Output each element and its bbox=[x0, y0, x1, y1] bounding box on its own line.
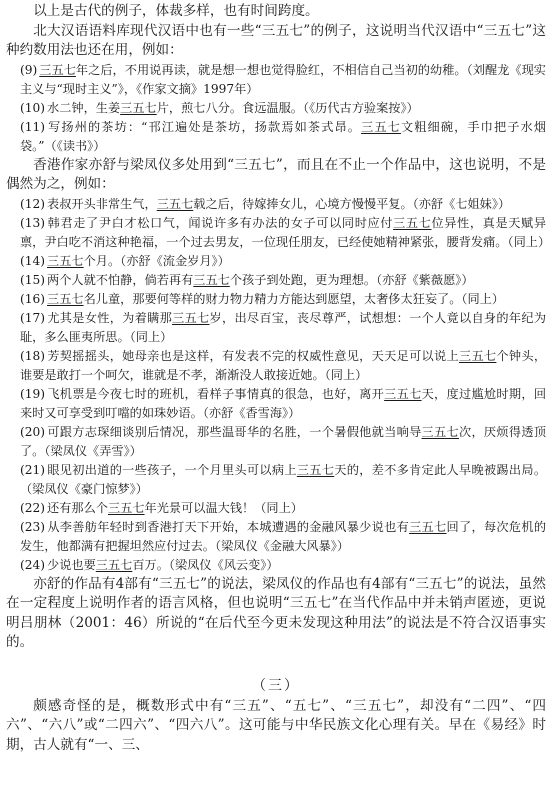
example-text: 尤其是女性，为着瞒那 bbox=[47, 310, 173, 325]
example-number: (19) bbox=[20, 386, 46, 401]
example-text: 天的，差不多肯定此人早晚被踢出局。（梁凤仪《豪门惊梦》） bbox=[20, 462, 547, 496]
example-keyword: 三五七 bbox=[107, 500, 145, 515]
example-keyword: 三五七 bbox=[296, 462, 335, 477]
example-text: 眼见初出道的一些孩子，一个月里头可以病上 bbox=[47, 462, 297, 477]
example-text: 从李善舫年轻时到香港打天下开始，本城遭遇的金融风暴少说也有 bbox=[47, 519, 410, 534]
example-text: 韩君走了尹白才松口气，闻说许多有办法的女子可以同时应付 bbox=[47, 215, 394, 230]
example-item bbox=[6, 309, 546, 347]
example-text: 表叔开头非常生气， bbox=[47, 196, 157, 211]
example-keyword: 三五七 bbox=[172, 310, 210, 325]
document-page bbox=[6, 2, 551, 755]
example-text: 写扬州的茶坊：“邗江遍处是茶坊，扬款焉如茶式昂。 bbox=[47, 119, 362, 134]
example-number: (15) bbox=[20, 272, 46, 287]
example-text: 飞机票是今夜七时的班机，看样子事情真的很急，也好，离开 bbox=[47, 386, 385, 401]
example-text: 年光景可以温大钱！（同上） bbox=[144, 500, 303, 515]
example-text: 少说也要 bbox=[47, 557, 96, 572]
example-number: (21) bbox=[20, 462, 46, 477]
example-number: (22) bbox=[20, 500, 46, 515]
example-item bbox=[6, 556, 546, 575]
example-text: 天，度过尴尬时期，回来时又可享受到叮噹的如珠妙语。（亦舒《香雪海》） bbox=[20, 386, 547, 420]
example-keyword: 三五七 bbox=[193, 272, 230, 287]
example-item bbox=[6, 271, 546, 290]
example-number: (10) bbox=[20, 100, 46, 115]
example-number: (20) bbox=[20, 424, 46, 439]
paragraph-corpus: 北大汉语语料库现代汉语中也有一些“三五七”的例子，这说明当代汉语中“三五七”这种约数用法也还在用，例如： bbox=[6, 22, 546, 58]
example-item bbox=[6, 347, 546, 385]
example-text: 个钟头，谁要是敢打一个呵欠，谁就是不孝，渐渐没人敢接近她。（同上） bbox=[20, 348, 547, 382]
example-keyword: 三五七 bbox=[47, 253, 84, 268]
example-item bbox=[6, 461, 546, 499]
example-item bbox=[6, 385, 546, 423]
example-number: (16) bbox=[20, 291, 46, 306]
example-text: 还有那么个 bbox=[47, 500, 108, 515]
example-text: 芳契摇摇头，她母亲也是这样，有发表不完的权威性意见，天天足可以说上 bbox=[47, 348, 459, 363]
example-text: 岁，出尽百宝，丧尽尊严，试想想：一个人竟以自身的年纪为耻，多么匪夷所思。（同上） bbox=[20, 310, 547, 344]
section-heading: （三） bbox=[252, 677, 300, 694]
example-keyword: 三五七 bbox=[120, 100, 157, 115]
example-keyword: 三五七 bbox=[39, 62, 76, 77]
example-keyword: 三五七 bbox=[361, 119, 401, 134]
example-text: 文粗细碗，手巾把子水烟袋。”（《读书》） bbox=[20, 119, 547, 153]
paragraph-section-three: 颇感奇怪的是，概数形式中有“三五”、“五七”、“三五七”，却没有“二四”、“四六”、“六八”或“二四六”、“四六八”。这可能与中华民族文化心理有关。早在《易经》时期，古人就有“一、三、 bbox=[6, 697, 546, 753]
example-list-hk bbox=[6, 195, 551, 575]
paragraph-hk-writers: 香港作家亦舒与梁凤仪多处用到“三五七”，而且在不止一个作品中，这也说明，不是偶然为之，例如： bbox=[6, 156, 546, 192]
example-item bbox=[6, 252, 546, 271]
example-number: (13) bbox=[20, 215, 46, 230]
example-item bbox=[6, 499, 546, 518]
example-keyword: 三五七 bbox=[458, 348, 497, 363]
example-number: (24) bbox=[20, 557, 46, 572]
example-number: (18) bbox=[20, 348, 46, 363]
example-item bbox=[6, 61, 546, 99]
example-number: (23) bbox=[20, 519, 46, 534]
paragraph-conclusion: 亦舒的作品有4部有“三五七”的说法，梁凤仪的作品也有4部有“三五七”的说法，虽然在一定程度上说明作者的语言风格，但也说明“三五七”在当代作品中并未销声匿迹，更说明吕朋林（2001：46）所说的“在后代至今更未发现这种用法”的说法是不符合汉语事实的。 bbox=[6, 575, 546, 650]
example-item bbox=[6, 99, 546, 118]
example-keyword: 三五七 bbox=[156, 196, 194, 211]
example-item bbox=[6, 290, 546, 309]
example-number: (14) bbox=[20, 253, 46, 268]
example-text: 两个人就不怕静，倘若再有 bbox=[47, 272, 194, 287]
example-text: 个月。（亦舒《流金岁月》） bbox=[83, 253, 230, 268]
example-item bbox=[6, 518, 546, 556]
example-number: (9) bbox=[20, 62, 38, 77]
example-text: 可跟方志琛细谈别后情况，那些温哥华的名胜，一个暑假他就当响导 bbox=[47, 424, 422, 439]
example-item bbox=[6, 423, 546, 461]
example-text: 次，厌烦得透顶了。（梁凤仪《弄雪》） bbox=[20, 424, 547, 458]
example-item bbox=[6, 214, 551, 252]
example-text: 年之后，不用说再读，就是想一想也觉得脸红，不相信自己当初的幼稚。（刘醒龙《现实主义与“现时主义”》，《作家文摘》1997年） bbox=[20, 62, 546, 96]
example-text: 位异性，真是天赋异禀，尹白吃不消这种艳福，一个过去男友，一位现任朋友，已经使她精神紧张，腰背发痛。（同上） bbox=[20, 215, 551, 249]
example-list-corpus bbox=[6, 61, 546, 156]
example-text: 个孩子到处跑，更为理想。（亦舒《紫薇愿》） bbox=[229, 272, 474, 287]
example-item bbox=[6, 118, 546, 156]
example-keyword: 三五七 bbox=[421, 424, 459, 439]
example-number: (11) bbox=[20, 119, 46, 134]
example-text: 片，煎七八分。食远温服。（《历代古方验案按》） bbox=[156, 100, 419, 115]
example-text: 百万。（梁凤仪《风云变》） bbox=[132, 557, 279, 572]
example-text: 水二钟，生姜 bbox=[47, 100, 121, 115]
example-text: 载之后，待嫁捧女儿，心境方慢慢平复。（亦舒《七姐妹》） bbox=[193, 196, 511, 211]
example-number: (17) bbox=[20, 310, 46, 325]
example-keyword: 三五七 bbox=[47, 291, 84, 306]
example-keyword: 三五七 bbox=[393, 215, 432, 230]
example-text: 回了，每次危机的发生，他都满有把握坦然应付过去。（梁凤仪《金融大风暴》） bbox=[20, 519, 547, 553]
example-keyword: 三五七 bbox=[384, 386, 422, 401]
example-item bbox=[6, 195, 546, 214]
example-keyword: 三五七 bbox=[95, 557, 133, 572]
example-text: 名儿童，那要何等样的财力物力精力方能达到愿望，太奢侈太狂妄了。（同上） bbox=[83, 291, 505, 306]
example-keyword: 三五七 bbox=[409, 519, 447, 534]
example-number: (12) bbox=[20, 196, 46, 211]
paragraph-intro: 以上是古代的例子，体裁多样，也有时间跨度。 bbox=[33, 3, 319, 19]
